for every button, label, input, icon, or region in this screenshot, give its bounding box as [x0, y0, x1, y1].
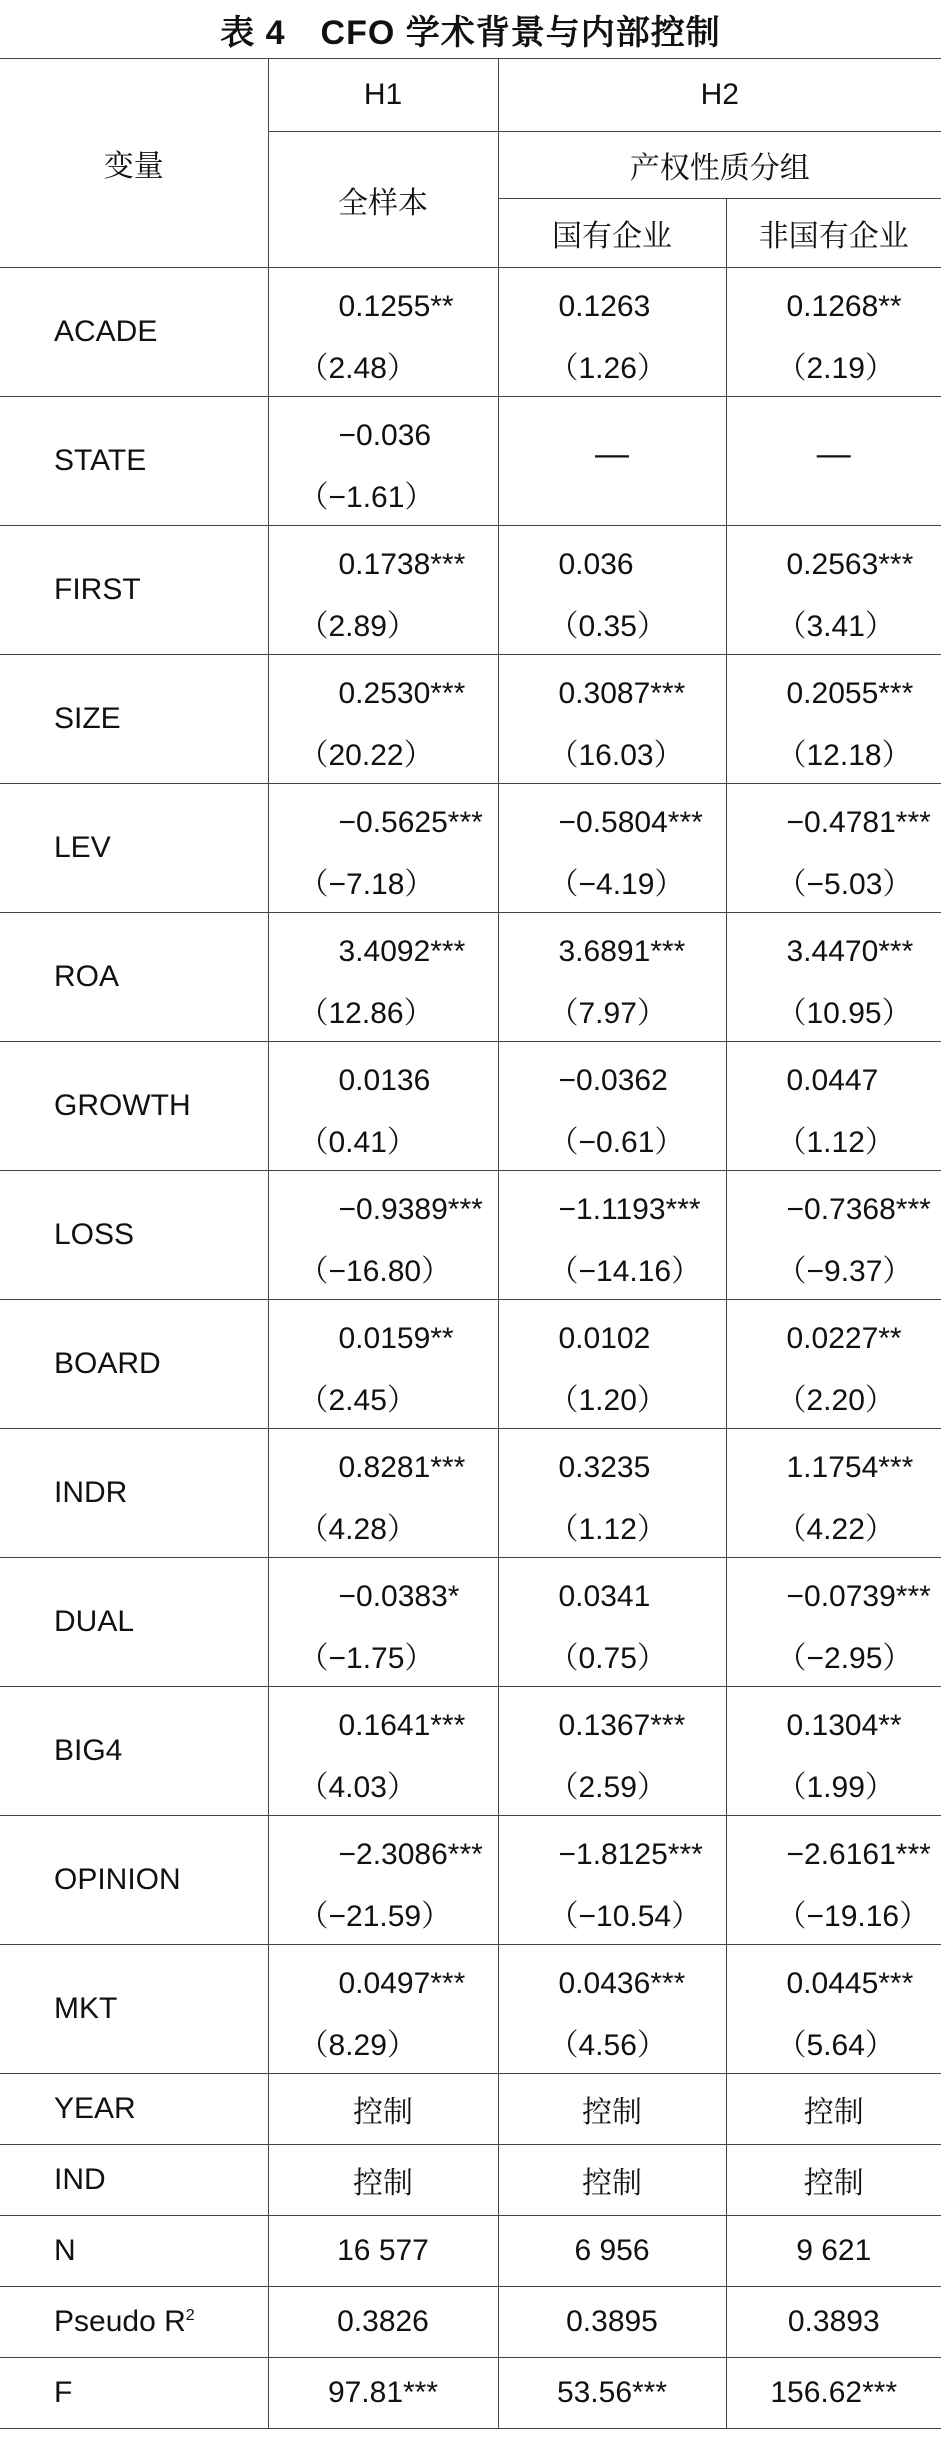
value-cell: [268, 1042, 498, 1171]
value-cell: [268, 1945, 498, 2074]
t-statistic: （2.20）: [776, 1384, 895, 1417]
value-cell: [498, 784, 726, 913]
value-cell: [498, 913, 726, 1042]
coefficient: −0.0739***: [786, 1580, 931, 1613]
value-cell: [726, 1816, 941, 1945]
not-applicable-dash: —: [816, 435, 851, 473]
superscript: 2: [185, 2307, 195, 2324]
t-statistic: （10.95）: [776, 997, 912, 1030]
t-statistic: （4.03）: [298, 1771, 417, 1804]
header-non-soe: 非国有企业: [726, 199, 941, 268]
table-row: [0, 1945, 941, 2074]
coefficient: 0.2055***: [786, 677, 914, 710]
row-label: INDR: [0, 1429, 268, 1558]
t-statistic: （5.64）: [776, 2029, 895, 2062]
coefficient: −2.3086***: [338, 1838, 483, 1871]
t-statistic: （−7.18）: [298, 868, 435, 901]
coefficient: −0.9389***: [338, 1193, 483, 1226]
row-label: SIZE: [0, 655, 268, 784]
t-statistic: （2.48）: [298, 352, 417, 385]
value-cell: [726, 913, 941, 1042]
value-cell: [268, 784, 498, 913]
summary-cell: 0.3895: [498, 2287, 726, 2358]
coefficient: 0.8281***: [338, 1451, 466, 1484]
value-cell: [726, 1558, 941, 1687]
coefficient: −0.7368***: [786, 1193, 931, 1226]
table-row: [0, 1558, 941, 1687]
regression-table: [0, 58, 941, 2429]
t-statistic: （12.18）: [776, 739, 912, 772]
t-statistic: （2.59）: [548, 1771, 667, 1804]
value-cell: [498, 1300, 726, 1429]
row-label-text: F: [54, 2376, 73, 2409]
row-label-text: Pseudo R: [54, 2305, 186, 2338]
value-cell: [726, 784, 941, 913]
table-row: [0, 1687, 941, 1816]
summary-cell: 0.3893: [726, 2287, 941, 2358]
table-row: [0, 784, 941, 913]
coefficient: −0.0383*: [338, 1580, 460, 1613]
coefficient: −1.1193***: [558, 1193, 701, 1226]
header-h1: H1: [268, 59, 498, 132]
coefficient: −0.5625***: [338, 806, 483, 839]
row-label: [0, 2074, 268, 2145]
coefficient: 0.2563***: [786, 548, 914, 581]
value-cell: [498, 1429, 726, 1558]
summary-row: [0, 2358, 941, 2429]
summary-cell: 6 956: [498, 2216, 726, 2287]
value-cell: [498, 1558, 726, 1687]
row-label: ROA: [0, 913, 268, 1042]
coefficient: 0.0447: [786, 1064, 879, 1097]
t-statistic: （−5.03）: [776, 868, 913, 901]
summary-cell: 控制: [498, 2074, 726, 2145]
coefficient: −0.0362: [558, 1064, 668, 1097]
row-label: STATE: [0, 397, 268, 526]
table-row: [0, 268, 941, 397]
value-cell: [498, 1171, 726, 1300]
table-row: [0, 1429, 941, 1558]
t-statistic: （−19.16）: [776, 1900, 930, 1933]
summary-row: [0, 2145, 941, 2216]
row-label: GROWTH: [0, 1042, 268, 1171]
coefficient: 0.3087***: [558, 677, 686, 710]
table-row: [0, 1300, 941, 1429]
coefficient: 0.0102: [558, 1322, 651, 1355]
coefficient: −1.8125***: [558, 1838, 703, 1871]
coefficient: 1.1754***: [786, 1451, 914, 1484]
value-cell: [268, 1300, 498, 1429]
coefficient: 0.3235: [558, 1451, 651, 1484]
row-label: MKT: [0, 1945, 268, 2074]
table-row: [0, 1816, 941, 1945]
t-statistic: （4.22）: [776, 1513, 895, 1546]
coefficient: 3.4470***: [786, 935, 914, 968]
t-statistic: （−1.75）: [298, 1642, 435, 1675]
row-label: LOSS: [0, 1171, 268, 1300]
summary-cell: 16 577: [268, 2216, 498, 2287]
header-h2: H2: [498, 59, 941, 132]
t-statistic: （0.75）: [548, 1642, 667, 1675]
t-statistic: （1.99）: [776, 1771, 895, 1804]
coefficient: 0.1263: [558, 290, 651, 323]
t-statistic: （−2.95）: [776, 1642, 913, 1675]
header-ownership-group: 产权性质分组: [498, 132, 941, 199]
header-row-hypothesis: [0, 59, 941, 132]
value-cell: [726, 655, 941, 784]
t-statistic: （4.28）: [298, 1513, 417, 1546]
coefficient: 0.0436***: [558, 1967, 686, 2000]
coefficient: 0.2530***: [338, 677, 466, 710]
summary-row: [0, 2216, 941, 2287]
row-label: [0, 2287, 268, 2358]
value-cell: [726, 1687, 941, 1816]
value-cell: [268, 526, 498, 655]
summary-cell: 控制: [726, 2145, 941, 2216]
value-cell: [498, 1945, 726, 2074]
value-cell: [726, 1945, 941, 2074]
summary-cell: 控制: [268, 2074, 498, 2145]
value-cell: [498, 1816, 726, 1945]
value-cell: [268, 655, 498, 784]
t-statistic: （−21.59）: [298, 1900, 452, 1933]
value-cell: [268, 1558, 498, 1687]
row-label-text: N: [54, 2234, 76, 2267]
row-label: [0, 2145, 268, 2216]
value-cell: [498, 526, 726, 655]
summary-cell: 0.3826: [268, 2287, 498, 2358]
coefficient: 0.1255**: [338, 290, 454, 323]
row-label: [0, 2216, 268, 2287]
value-cell: [726, 1300, 941, 1429]
value-cell: [498, 1687, 726, 1816]
value-cell: [268, 1816, 498, 1945]
value-cell: [726, 397, 941, 526]
t-statistic: （1.26）: [548, 352, 667, 385]
coefficient: 0.0341: [558, 1580, 651, 1613]
summary-cell: 控制: [268, 2145, 498, 2216]
table-row: [0, 1042, 941, 1171]
t-statistic: （−14.16）: [548, 1255, 702, 1288]
value-cell: [268, 913, 498, 1042]
row-label: OPINION: [0, 1816, 268, 1945]
summary-cell: 9 621: [726, 2216, 941, 2287]
value-cell: [726, 1042, 941, 1171]
coefficient: 0.1367***: [558, 1709, 686, 1742]
header-soe: 国有企业: [498, 199, 726, 268]
summary-cell: 156.62***: [726, 2358, 941, 2429]
t-statistic: （8.29）: [298, 2029, 417, 2062]
value-cell: [726, 1171, 941, 1300]
table-row: [0, 913, 941, 1042]
not-applicable-dash: —: [595, 435, 629, 473]
coefficient: −2.6161***: [786, 1838, 931, 1871]
coefficient: 0.0136: [338, 1064, 431, 1097]
table-row: [0, 1171, 941, 1300]
t-statistic: （4.56）: [548, 2029, 667, 2062]
coefficient: 0.0497***: [338, 1967, 466, 2000]
value-cell: [268, 1429, 498, 1558]
summary-row: [0, 2287, 941, 2358]
t-statistic: （2.19）: [776, 352, 895, 385]
t-statistic: （2.45）: [298, 1384, 417, 1417]
table-row: [0, 526, 941, 655]
t-statistic: （−9.37）: [776, 1255, 913, 1288]
t-statistic: （−4.19）: [548, 868, 685, 901]
summary-cell: 控制: [726, 2074, 941, 2145]
t-statistic: （−0.61）: [548, 1126, 685, 1159]
value-cell: [726, 268, 941, 397]
table-title: 表 4 CFO 学术背景与内部控制: [220, 13, 721, 52]
coefficient: 0.1304**: [786, 1709, 902, 1742]
t-statistic: （16.03）: [548, 739, 684, 772]
t-statistic: （12.86）: [298, 997, 434, 1030]
value-cell: [726, 526, 941, 655]
coefficient: 0.0227**: [786, 1322, 902, 1355]
header-full-sample: 全样本: [268, 132, 498, 268]
row-label: BOARD: [0, 1300, 268, 1429]
row-label: BIG4: [0, 1687, 268, 1816]
header-variable: 变量: [0, 59, 268, 268]
t-statistic: （−1.61）: [298, 481, 435, 514]
t-statistic: （0.41）: [298, 1126, 417, 1159]
value-cell: [268, 268, 498, 397]
coefficient: 0.1738***: [338, 548, 466, 581]
coefficient: −0.036: [338, 419, 432, 452]
value-cell: [498, 268, 726, 397]
coefficient: 3.6891***: [558, 935, 686, 968]
value-cell: [268, 1171, 498, 1300]
table-row: [0, 397, 941, 526]
t-statistic: （−16.80）: [298, 1255, 452, 1288]
value-cell: [498, 1042, 726, 1171]
coefficient: −0.4781***: [786, 806, 931, 839]
t-statistic: （−10.54）: [548, 1900, 702, 1933]
row-label: DUAL: [0, 1558, 268, 1687]
t-statistic: （1.20）: [548, 1384, 667, 1417]
value-cell: [498, 655, 726, 784]
t-statistic: （1.12）: [548, 1513, 667, 1546]
t-statistic: （3.41）: [776, 610, 895, 643]
table-row: [0, 655, 941, 784]
row-label: [0, 2358, 268, 2429]
row-label: ACADE: [0, 268, 268, 397]
coefficient: −0.5804***: [558, 806, 703, 839]
t-statistic: （20.22）: [298, 739, 434, 772]
value-cell: [268, 1687, 498, 1816]
coefficient: 0.036: [558, 548, 634, 581]
row-label: FIRST: [0, 526, 268, 655]
coefficient: 3.4092***: [338, 935, 466, 968]
t-statistic: （0.35）: [548, 610, 667, 643]
value-cell: [268, 397, 498, 526]
coefficient: 0.0159**: [338, 1322, 454, 1355]
summary-row: [0, 2074, 941, 2145]
coefficient: 0.1641***: [338, 1709, 466, 1742]
row-label-text: YEAR: [54, 2092, 136, 2125]
t-statistic: （7.97）: [548, 997, 667, 1030]
t-statistic: （2.89）: [298, 610, 417, 643]
row-label-text: IND: [54, 2163, 106, 2196]
coefficient: 0.0445***: [786, 1967, 914, 2000]
coefficient: 0.1268**: [786, 290, 902, 323]
summary-cell: 97.81***: [268, 2358, 498, 2429]
value-cell: [498, 397, 726, 526]
summary-cell: 53.56***: [498, 2358, 726, 2429]
summary-cell: 控制: [498, 2145, 726, 2216]
row-label: LEV: [0, 784, 268, 913]
value-cell: [726, 1429, 941, 1558]
t-statistic: （1.12）: [776, 1126, 895, 1159]
